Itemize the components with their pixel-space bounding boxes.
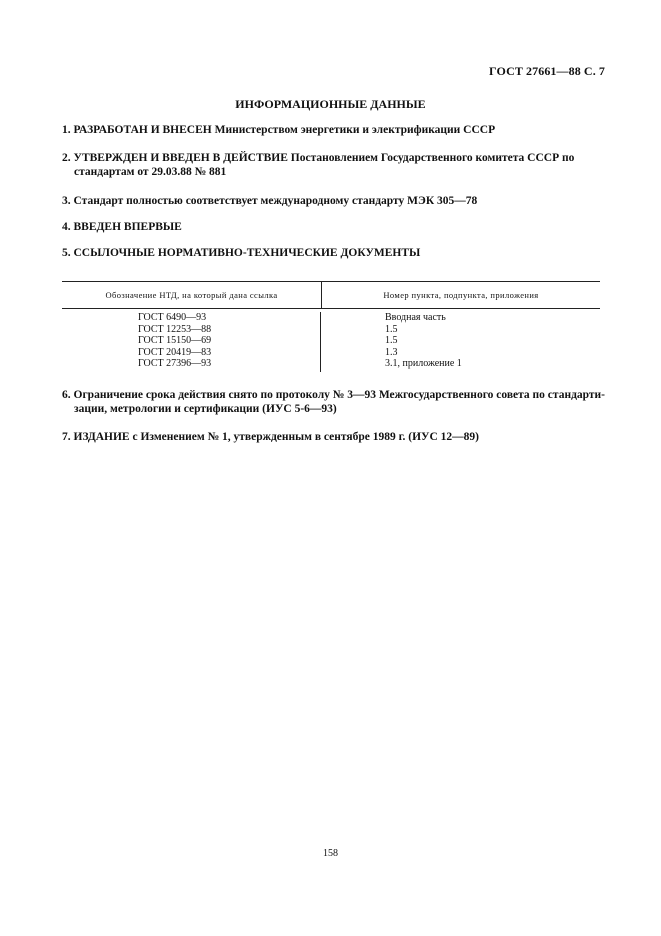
table-cell-document: ГОСТ 12253—88: [138, 323, 212, 335]
info-item-6-line-2: зации, метрологии и сертификации (ИУС 5-6—93): [74, 403, 337, 415]
clause-column: [321, 312, 600, 372]
table-cell-document: ГОСТ 20419—83: [138, 346, 212, 358]
info-item-6: [62, 388, 608, 416]
document-column: [62, 312, 321, 372]
table-cell-document: ГОСТ 27396—93: [138, 358, 212, 369]
info-item-2: [62, 151, 608, 179]
table-cell-clause: 1.5: [385, 323, 398, 335]
table-cell-document: ГОСТ 6490—93: [138, 312, 207, 323]
info-item-2-line-1: 2. УТВЕРЖДЕН И ВВЕДЕН В ДЕЙСТВИЕ Постановлением Государственного комитета СССР по: [62, 152, 575, 164]
page-number: 158: [323, 848, 338, 859]
reference-documents-table: [62, 281, 600, 372]
info-item-6-line-1: 6. Ограничение срока действия снято по протоколу № 3—93 Межгосударственного совета по стандарти-: [62, 389, 605, 401]
column-header-clause: Номер пункта, подпункта, приложения: [383, 290, 539, 300]
info-item-1: 1. РАЗРАБОТАН И ВНЕСЕН Министерством энергетики и электрификации СССР: [62, 124, 496, 136]
table-cell-document: ГОСТ 15150—69: [138, 335, 212, 346]
table-cell-clause: 1.3: [385, 346, 398, 358]
table-cell-clause: Вводная часть: [385, 312, 446, 323]
table-cell-clause: 3.1, приложение 1: [385, 358, 462, 369]
info-item-4: 4. ВВЕДЕН ВПЕРВЫЕ: [62, 221, 182, 233]
table-header: [62, 282, 600, 309]
table-body: [62, 309, 600, 372]
section-title: ИНФОРМАЦИОННЫЕ ДАННЫЕ: [235, 97, 426, 111]
table-cell-clause: 1.5: [385, 335, 398, 346]
info-item-5: 5. ССЫЛОЧНЫЕ НОРМАТИВНО-ТЕХНИЧЕСКИЕ ДОКУМЕНТЫ: [62, 247, 421, 259]
info-item-3: 3. Стандарт полностью соответствует международному стандарту МЭК 305—78: [62, 195, 478, 207]
document-reference-header: ГОСТ 27661—88 С. 7: [489, 64, 605, 78]
info-item-2-line-2: стандартам от 29.03.88 № 881: [74, 166, 227, 178]
info-item-7: 7. ИЗДАНИЕ с Изменением № 1, утвержденным в сентябре 1989 г. (ИУС 12—89): [62, 431, 479, 443]
column-header-document: Обозначение НТД, на который дана ссылка: [62, 282, 322, 308]
